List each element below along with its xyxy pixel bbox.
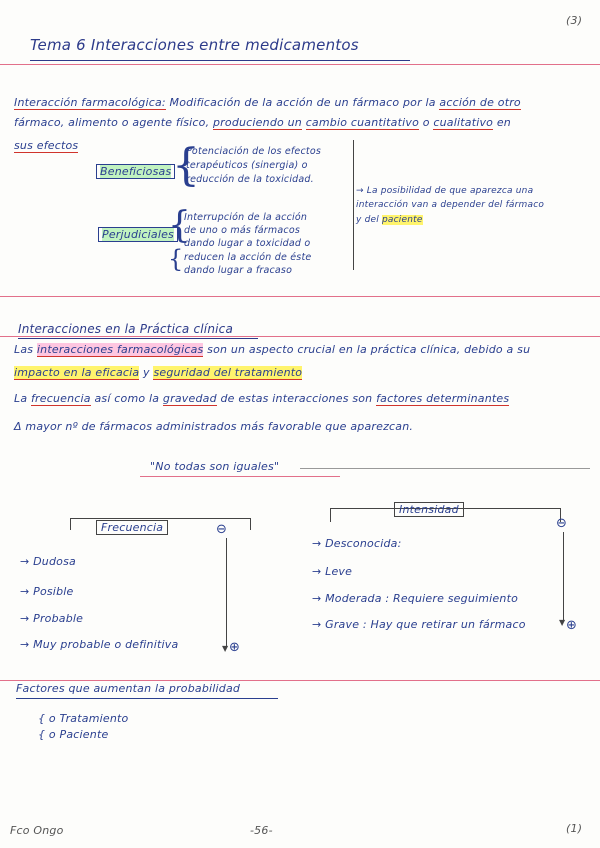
freq-item-4: → Muy probable o definitiva <box>20 638 179 651</box>
int-plus-icon: ⊕ <box>566 618 578 633</box>
beneficiosas-text: Beneficiosas <box>100 165 172 178</box>
p3-la: La <box>14 392 28 405</box>
p3-asi-como: así como la <box>94 392 160 405</box>
footer-right: (1) <box>566 822 583 835</box>
benef-line2: terapéuticos (sinergia) o <box>186 160 308 171</box>
p3-mid: de estas interacciones son <box>220 392 373 405</box>
int-grave-desc: : Hay que retirar un fármaco <box>362 618 526 631</box>
section3-heading: Factores que aumentan la probabilidad <box>16 682 241 695</box>
section2-heading: Interacciones en la Práctica clínica <box>18 322 234 336</box>
int-scale-arrow <box>563 532 564 622</box>
int-item-4 <box>312 618 526 631</box>
int-bracket-left <box>330 508 331 522</box>
term-interaccion: Interacción farmacológica: <box>14 96 166 109</box>
section2-heading-underline <box>18 338 258 339</box>
brace-beneficiosas: { <box>172 140 200 191</box>
int-grave: → Grave <box>312 618 360 631</box>
section3-heading-underline <box>16 698 278 699</box>
term-cualitativo: cualitativo <box>433 116 494 129</box>
frecuencia-label: Frecuencia <box>96 520 168 535</box>
side-note-line3 <box>356 215 423 225</box>
freq-item-1: → Dudosa <box>20 555 76 568</box>
ruled-line <box>0 64 600 65</box>
freq-arrow-head-icon: ▼ <box>222 644 229 653</box>
perj-line3: dando lugar a toxicidad o <box>184 238 311 249</box>
int-item-2: → Leve <box>312 565 353 578</box>
definition-text-2: fármaco, alimento o agente físico, <box>14 116 210 129</box>
term-accion-otro: acción de otro <box>439 96 521 109</box>
freq-item-2: → Posible <box>20 585 74 598</box>
section1-line1 <box>14 96 521 109</box>
freq-scale-arrow <box>226 538 227 648</box>
brace-perj-1: { <box>168 205 191 246</box>
section2-p3 <box>14 392 509 405</box>
freq-bracket-left <box>70 518 71 530</box>
corner-page-number: (3) <box>566 14 583 27</box>
int-arrow-head-icon: ▼ <box>559 618 566 627</box>
section2-p2 <box>14 366 302 379</box>
page-title: Tema 6 Interacciones entre medicamentos <box>30 36 359 54</box>
section2-p1 <box>14 343 530 356</box>
freq-bracket-right <box>250 518 251 530</box>
dashed-line <box>300 468 590 469</box>
ruled-line-3 <box>0 336 600 337</box>
freq-item-3: → Probable <box>20 612 84 625</box>
term-gravedad: gravedad <box>162 392 217 405</box>
int-minus-icon: ⊖ <box>556 516 568 531</box>
beneficiosas-label <box>96 164 175 179</box>
side-note-paciente: paciente <box>382 215 423 225</box>
perj-line5: dando lugar a fracaso <box>184 265 293 276</box>
connector-en: en <box>496 116 511 129</box>
perj-line4: reducen la acción de éste <box>184 252 312 263</box>
p1-rest: son un aspecto crucial en la práctica clínica, debido a su <box>207 343 531 356</box>
quote-no-todas: "No todas son iguales" <box>150 460 280 473</box>
divider-vertical <box>353 140 354 270</box>
brace-perj-2: { <box>168 245 184 273</box>
freq-plus-icon: ⊕ <box>229 640 241 655</box>
term-efectos: sus efectos <box>14 139 79 152</box>
int-item-1 <box>312 537 402 550</box>
term-seguridad-tratamiento: seguridad del tratamiento <box>153 366 303 379</box>
section2-p4: Δ mayor nº de fármacos administrados más favorable que aparezcan. <box>14 420 414 433</box>
perjudiciales-text: Perjudiciales <box>102 228 174 241</box>
definition-text: Modificación de la acción de un fármaco por la <box>169 96 436 109</box>
int-desconocida-colon: : <box>397 537 402 550</box>
term-impacto-eficacia: impacto en la eficacia <box>14 366 140 379</box>
term-interacciones-farmacologicas: interacciones farmacológicas <box>36 343 204 356</box>
title-underline <box>30 60 410 61</box>
perj-line1: Interrupción de la acción <box>184 212 308 223</box>
term-frecuencia: frecuencia <box>30 392 91 405</box>
side-note-line2: interacción van a depender del fármaco <box>356 200 545 210</box>
p2-y: y <box>143 366 150 379</box>
int-item-3 <box>312 592 518 605</box>
intensidad-label: Intensidad <box>394 502 464 517</box>
section1-line3 <box>14 139 78 152</box>
perjudiciales-label <box>98 227 178 242</box>
side-note-y-del: y del <box>356 215 379 225</box>
section3-item2: { o Paciente <box>38 728 109 741</box>
section3-item1: { o Tratamiento <box>38 712 129 725</box>
freq-bracket-top <box>70 518 250 519</box>
term-produciendo: produciendo un <box>212 116 302 129</box>
freq-minus-icon: ⊖ <box>216 522 228 537</box>
footer-left: Fco Ongo <box>10 824 64 837</box>
benef-line3: reducción de la toxicidad. <box>186 174 314 185</box>
ruled-line-2 <box>0 296 600 297</box>
quote-underline <box>140 476 340 477</box>
int-desconocida: → Desconocida <box>312 537 398 550</box>
footer-page-number: -56- <box>250 824 273 837</box>
connector-o: o <box>422 116 430 129</box>
int-moderada: → Moderada <box>312 592 382 605</box>
side-note-line1: → La posibilidad de que aparezca una <box>356 186 534 196</box>
int-moderada-desc: : Requiere seguimiento <box>385 592 519 605</box>
section1-line2 <box>14 116 511 129</box>
perj-line2: de uno o más fármacos <box>184 225 300 236</box>
benef-line1: Potenciación de los efectos <box>186 146 321 157</box>
term-factores-determinantes: factores determinantes <box>376 392 510 405</box>
ruled-line-4 <box>0 680 600 681</box>
p1-las: Las <box>14 343 34 356</box>
term-cuantitativo: cambio cuantitativo <box>305 116 420 129</box>
